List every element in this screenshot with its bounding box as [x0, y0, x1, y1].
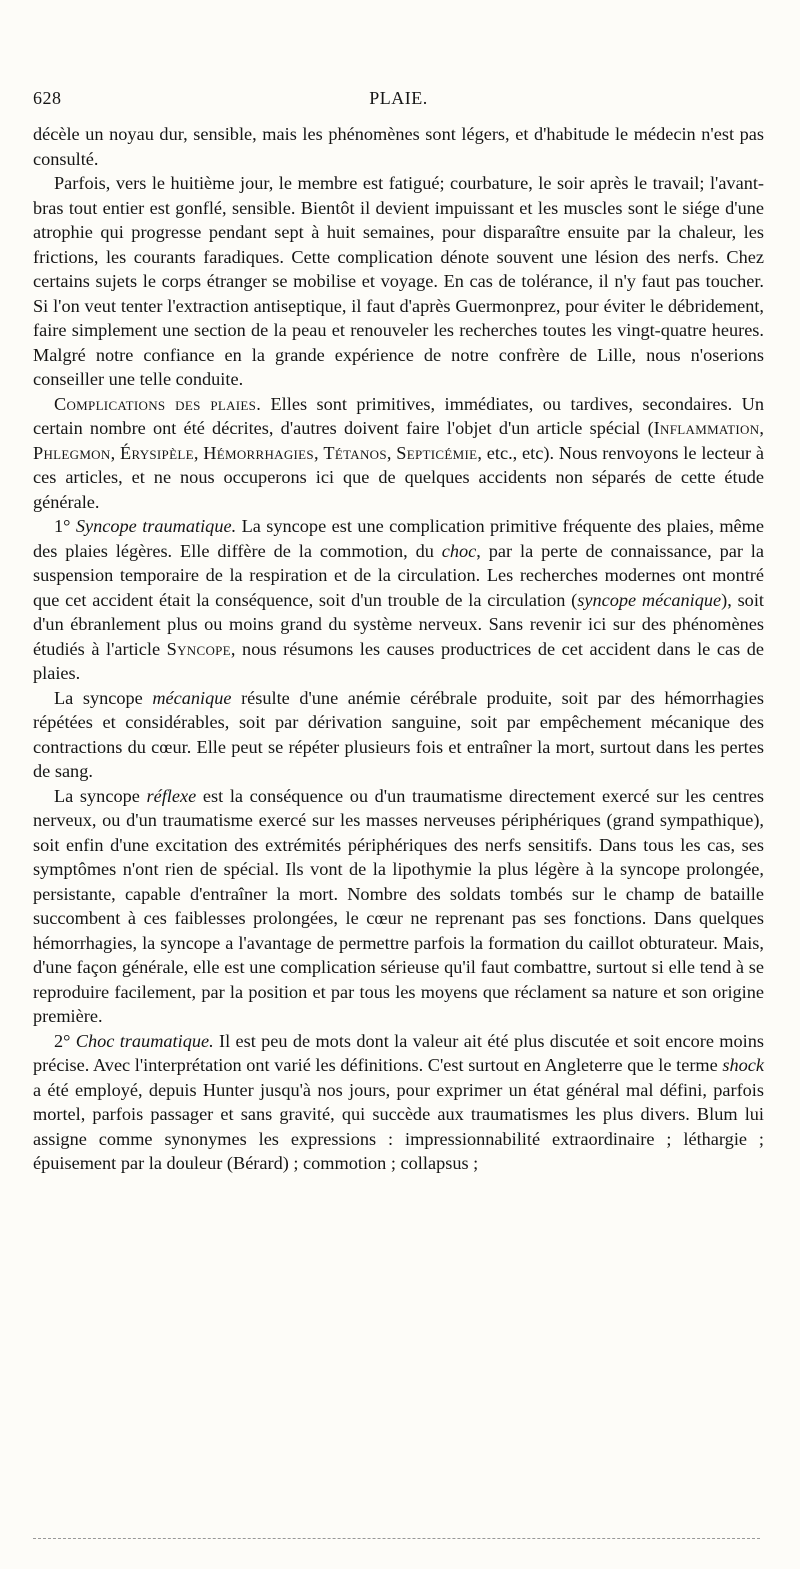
paragraph-text: ), soit d'un ébranlement plus ou moins grand du système nerveux. Sans revenir ici sur des phénomènes étudiés à l'article	[33, 589, 764, 659]
paragraph-text: , etc., etc). Nous renvoyons le lecteur à ces articles, et ne nous occuperons ici que de quelques accidents non séparés de cette étude générale.	[33, 442, 765, 512]
paragraph-choc	[33, 1029, 764, 1176]
separator: ,	[110, 442, 120, 463]
article-reference: Septicémie	[396, 442, 478, 463]
separator: ,	[759, 418, 764, 438]
separator: ,	[313, 442, 324, 463]
subsection-title: Choc traumatique.	[75, 1030, 214, 1051]
paragraph-text: résulte d'une anémie cérébrale produite, soit par des hémorrhagies répétées et considérables, soit par dérivation sanguine, soit par empêchement mécanique des contractions du cœur. Elle peut se répéter plusieurs fois et entraîner la mort, surtout dans les pertes de sang.	[33, 687, 764, 781]
italic-term: syncope mécanique	[577, 589, 722, 610]
paragraph-text: La syncope	[54, 785, 147, 806]
item-number: 2°	[54, 1030, 71, 1051]
paragraph-text: Parfois, vers le huitième jour, le membre est fatigué; courbature, le soir après le travail; l'avant-bras tout entier est gonflé, sensible. Bientôt il devient impuissant et les muscles sont le siége d'une atrophie qui progresse pendant sept à huit semaines, pour disparaître ensuite par la chaleur, les frictions, les courants faradiques. Cette complication dénote souvent une lésion des nerfs. Chez certains sujets le corps étranger se mobilise et voyage. En cas de tolérance, il n'y faut pas toucher. Si l'on veut tenter l'extraction antiseptique, il faut d'après Guermonprez, pour éviter le débridement, faire simplement une section de la peau et renouveler les recherches toutes les vingt-quatre heures. Malgré notre confiance en la grande expérience de notre confrère de Lille, nous n'oserions conseiller une telle conduite.	[33, 173, 764, 389]
item-number: 1°	[54, 516, 71, 536]
paragraph-text: , nous résumons les causes productrices de cet accident dans le cas de plaies.	[33, 638, 764, 683]
paragraph-text: Il est peu de mots dont la valeur ait été plus discutée et soit encore moins précise. Avec l'interprétation ont varié les définitions. C'est surtout en Angleterre que le terme	[33, 1030, 765, 1075]
subsection-title: Syncope traumatique.	[75, 516, 237, 536]
paragraph-text: La syncope est une complication primitive fréquente des plaies, même des plaies légères. Elle diffère de la commotion, du	[33, 516, 764, 561]
separator: ,	[193, 442, 204, 463]
paragraph-continuation	[33, 122, 764, 171]
italic-term: mécanique	[152, 687, 232, 708]
paragraph-text: décèle un noyau dur, sensible, mais les phénomènes sont légers, et d'habitude le médecin n'est pas consulté.	[33, 124, 764, 169]
paragraph-text: Elles sont primitives, immédiates, ou tardives, secondaires. Un certain nombre ont été décrites, d'autres doivent faire l'objet d'un article spécial (	[33, 393, 764, 438]
article-reference: Hémorrhagies	[203, 442, 314, 463]
paragraph-text: est la conséquence ou d'un traumatisme directement exercé sur les centres nerveux, ou d'un traumatisme exercé sur les masses nerveuses périphériques (grand sympathique), soit enfin d'une excitation des extrémités périphériques des nerfs sensitifs. Dans tous les cas, ses symptômes n'ont rien de spécial. Ils vont de la lipothymie la plus légère à la syncope prolongée, persistante, capable d'entraîner la mort. Nombre des soldats tombés sur le champ de bataille succombent à ces faiblesses prolongées, le cœur ne reprenant pas ses fonctions. Dans quelques hémorrhagies, la syncope a l'avantage de permettre parfois la formation du caillot obturateur. Mais, d'une façon générale, elle est une complication sérieuse qu'il faut combattre, surtout si elle tend à se reproduire facilement, par la position et par tous les moyens que réclament sa nature et son origine première.	[33, 785, 765, 1026]
article-reference: Érysipèle	[119, 442, 194, 463]
italic-term: shock	[722, 1055, 764, 1075]
paragraph-syncope-reflexe	[33, 784, 764, 1029]
paragraph-syncope	[33, 514, 764, 686]
page-number: 628	[33, 88, 62, 108]
article-reference: Tétanos	[323, 442, 387, 463]
paragraph-text: , par la perte de connaissance, par la suspension temporaire de la respiration et de la circulation. Les recherches modernes ont montré que cet accident était la conséquence, soit d'un trouble de la circulation (	[33, 540, 764, 610]
article-reference: Syncope	[166, 638, 231, 659]
running-title: PLAIE.	[369, 88, 428, 108]
article-reference: Phlegmon	[33, 442, 111, 463]
paragraph-complications	[33, 392, 764, 515]
italic-term: réflexe	[146, 785, 197, 806]
italic-term: choc	[441, 540, 477, 561]
paragraph-text: La syncope	[54, 687, 153, 708]
separator: ,	[386, 442, 397, 463]
footer-rule	[33, 1538, 760, 1539]
paragraph-text: a été employé, depuis Hunter jusqu'à nos jours, pour exprimer un état général mal défini, parfois mortel, parfois passager et sans gravité, qui succède aux traumatismes les plus divers. Blum lui assigne comme synonymes les expressions : impressionnabilité extraordinaire ; léthargie ; épuisement par la douleur (Bérard) ; commotion ; collapsus ;	[33, 1079, 764, 1173]
paragraph-foreign-body	[33, 171, 764, 392]
section-heading: Complications des plaies.	[54, 393, 262, 414]
paragraph-syncope-mecanique	[33, 686, 764, 784]
page-body	[33, 122, 764, 1176]
article-reference: Inflammation	[653, 418, 760, 438]
running-header	[33, 88, 764, 114]
